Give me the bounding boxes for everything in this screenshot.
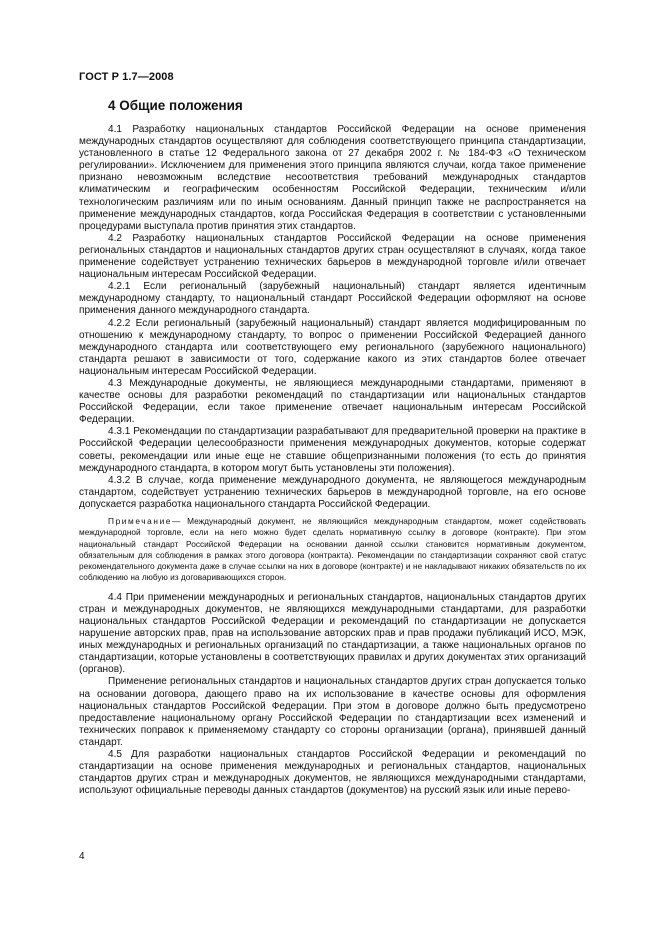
section-title: 4 Общие положения: [108, 98, 243, 113]
paragraph-4-2-1: 4.2.1 Если региональный (зарубежный национальный) стандарт является идентичным международному стандарту, то национальный стандарт Российской Федерации оформляют на основе применения данного международного стандарта.: [79, 281, 586, 317]
paragraph-4-3-1: 4.3.1 Рекомендации по стандартизации разрабатывают для предварительной проверки на практике в Российской Федерации целесообразности применения международных документов, которые содержат советы, рекомендации или иные еще не ставшие общепризнанными положения (то есть до принятия международного стандарта, в котором могут быть установлены эти положения).: [79, 426, 586, 474]
paragraph-4-5: 4.5 Для разработки национальных стандартов Российской Федерации и рекомендаций по стандартизации на основе применения международных и региональных стандартов, национальных стандартов других стран и международных документов, не являющихся международными стандартами, используют официальные переводы данных стандартов (документов) на русский язык или иные перево-: [79, 749, 586, 797]
paragraph-4-2-2: 4.2.2 Если региональный (зарубежный национальный) стандарт является модифицированным по отношению к международному стандарту, то вопрос о применении Российской Федерацией данного международного стандарта или соответствующего ему регионального (зарубежного национального) стандарта решают в зависимости от того, содержание какого из этих стандартов более отвечает национальным интересам Российской Федерации.: [79, 317, 586, 377]
note-label: Примечание: [108, 516, 173, 526]
paragraph-4-4: 4.4 При применении международных и региональных стандартов, национальных стандартов других стран и международных документов, не являющихся международными стандартами, для разработки национальных стандартов Российской Федерации и рекомендаций по стандартизации не допускается нарушение авторских прав, прав на использование авторских прав и прав продажи публикаций ИСО, МЭК, иных международных и региональных организаций по стандартизации, а также национальных органов по стандартизации, которые установлены в соответствующих правилах и других документах этих организаций (органов).: [79, 591, 586, 676]
paragraph-4-3: 4.3 Международные документы, не являющиеся международными стандартами, применяют в качестве основы для разработки рекомендаций по стандартизации или национальных стандартов Российской Федерации, если такое применение отвечает национальным интересам Российской Федерации.: [79, 377, 586, 426]
paragraph-4-4-continued: Применение региональных стандартов и национальных стандартов других стран допускается только на основании договора, дающего право на их использование в качестве основы для оформления национальных стандартов Российской Федерации. При этом в договоре должно быть предусмотрено предоставление национальному органу Российской Федерации по стандартизации всех изменений и технических поправок к применяемому стандарту со стороны организации (органа), принявшей данный стандарт.: [79, 676, 586, 748]
paragraph-4-1: 4.1 Разработку национальных стандартов Российской Федерации на основе применения международных стандартов осуществляют для соблюдения соответствующего принципа стандартизации, установленного в статье 12 Федерального закона от 27 декабря 2002 г. № 184-ФЗ «О техническом регулировании». Исключением для применения этого принципа являются случаи, когда такое применение признано невозможным вследствие несоответствия требований международных стандартов климатическим и географическим особенностям Российской Федерации, техническим и/или технологическим различиям или по иным основаниям. Данный принцип также не распространяется на применение международных стандартов, когда Российская Федерация в соответствии с установленными процедурами выступала против принятия этих стандартов.: [79, 124, 586, 232]
document-code-header: ГОСТ Р 1.7—2008: [79, 71, 174, 83]
note-text: — Международный документ, не являющийся международным стандартом, может содействовать международной торговле, если на него можно будет сделать нормативную ссылку в договоре (контракте). При этом национальный стандарт Российской Федерации на основании данной ссылки становится нормативным документом, обязательным для соблюдения в рамках этого договора (контракта). Рекомендации по стандартизации сохраняют свой статус рекомендательного документа даже в случае ссылки на них в договоре (контракте) и не накладывают никаких обязательств по их соблюдению на любую из договаривающихся сторон.: [79, 516, 586, 583]
paragraph-4-3-2: 4.3.2 В случае, когда применение международного документа, не являющегося международным стандартом, содействует устранению технических барьеров в международной торговле, на его основе допускается разработка национального стандарта Российской Федерации.: [79, 474, 586, 510]
note-paragraph: [79, 516, 586, 584]
page-number: 4: [79, 851, 85, 862]
body-text: [79, 124, 586, 797]
paragraph-4-2: 4.2 Разработку национальных стандартов Российской Федерации на основе применения региональных стандартов и национальных стандартов других стран осуществляют в случаях, когда такое применение содействует устранению технических барьеров в международной торговле и/или отвечает национальным интересам Российской Федерации.: [79, 232, 586, 281]
